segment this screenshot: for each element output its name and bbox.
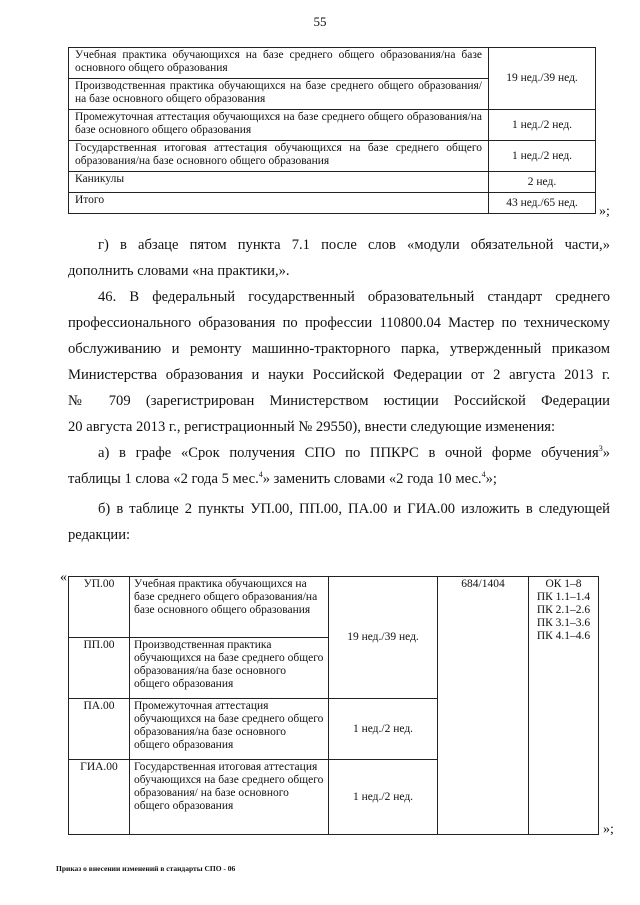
text-line: Министерства образования и науки Российской Федерации от 2 августа 2013 г.: [68, 367, 610, 383]
table-cell-description: Учебная практика обучающихся на базе среднего общего образования/на базе основного общего образования: [69, 48, 489, 79]
table-row: [69, 141, 596, 172]
bottom-table: [68, 576, 599, 835]
table-row: [69, 577, 599, 638]
table-cell-duration: 43 нед./65 нед.: [489, 193, 596, 214]
paragraph-b: [68, 496, 610, 548]
table-row: [69, 110, 596, 141]
table-cell-description: Производственная практика обучающихся на базе среднего общего образования/на базе основного общего образования: [130, 638, 329, 699]
paragraph-46: [68, 284, 610, 440]
text-fragment: таблицы 1 слова «2 года 5 мес.: [68, 471, 259, 487]
text-line: [68, 440, 610, 466]
footnote-ref: 4: [258, 470, 263, 480]
paragraph-g: [68, 232, 610, 284]
closing-quote: »;: [603, 822, 614, 837]
text-fragment: » заменить словами «2 года 10 мес.: [262, 471, 482, 487]
page-number: 55: [313, 14, 327, 29]
paragraph-a: [68, 440, 610, 492]
table-cell-code: ГИА.00: [69, 760, 130, 835]
competence-item: ПК 1.1–1.4: [536, 591, 591, 603]
footer-text: Приказ о внесении изменений в стандарты СПО - 06: [56, 864, 236, 873]
table-cell-description: Производственная практика обучающихся на базе среднего общего образования/на базе основного общего образования: [69, 79, 489, 110]
table-row: [69, 48, 596, 79]
text-fragment: а) в графе «Срок получения СПО по ППКРС в очной форме обучения: [98, 445, 599, 461]
table-cell-duration: 2 нед.: [489, 172, 596, 193]
competence-item: ОК 1–8: [545, 578, 582, 590]
table-row: [69, 172, 596, 193]
table-cell-description: Промежуточная аттестация обучающихся на базе среднего общего образования/на базе основного общего образования: [69, 110, 489, 141]
text-line: профессионального образования по профессии 110800.04 Мастер по техническому: [68, 315, 610, 331]
opening-quote: «: [60, 570, 67, 585]
closing-quote: »;: [599, 204, 610, 219]
table-cell-description: Итого: [69, 193, 489, 214]
table-cell-code: УП.00: [69, 577, 130, 638]
competence-item: ПК 4.1–4.6: [536, 630, 591, 642]
competence-item: ПК 3.1–3.6: [536, 617, 591, 629]
table-cell-code: ПП.00: [69, 638, 130, 699]
text-line: 20 августа 2013 г., регистрационный № 29550), внести следующие изменения:: [68, 419, 556, 435]
text-line: № 709 (зарегистрирован Министерством юстиции Российской Федерации: [68, 393, 610, 409]
table-cell-description: Промежуточная аттестация обучающихся на базе среднего общего образования/на базе основного общего образования: [130, 699, 329, 760]
text-line: б) в таблице 2 пункты УП.00, ПП.00, ПА.00 и ГИА.00 изложить в следующей: [98, 501, 610, 517]
table-cell-description: Каникулы: [69, 172, 489, 193]
text-line: дополнить словами «на практики,».: [68, 263, 290, 279]
table-cell-duration: 1 нед./2 нед.: [489, 141, 596, 172]
top-table: [68, 47, 596, 214]
table-cell-description: Государственная итоговая аттестация обучающихся на базе среднего общего образования/на базе основного общего образования: [69, 141, 489, 172]
table-cell-hours: 684/1404: [438, 577, 529, 835]
table-cell-duration: 1 нед./2 нед.: [489, 110, 596, 141]
text-line: [68, 466, 610, 492]
text-fragment: »;: [485, 471, 497, 487]
table-cell-code: ПА.00: [69, 699, 130, 760]
text-fragment: »: [602, 445, 610, 461]
text-line: г) в абзаце пятом пункта 7.1 после слов «модули обязательной части,»: [98, 237, 610, 253]
text-line: редакции:: [68, 527, 131, 543]
footnote-ref: 3: [598, 444, 603, 454]
table-row: [69, 193, 596, 214]
footnote-ref: 4: [481, 470, 486, 480]
table-cell-duration: 19 нед./39 нед.: [329, 577, 438, 699]
text-line: обслуживанию и ремонту машинно-тракторного парка, утвержденный приказом: [68, 341, 610, 357]
competence-item: ПК 2.1–2.6: [536, 604, 591, 616]
table-cell-competences: [529, 577, 599, 835]
table-cell-duration: 1 нед./2 нед.: [329, 699, 438, 760]
table-cell-duration: 19 нед./39 нед.: [489, 48, 596, 110]
table-cell-description: Государственная итоговая аттестация обучающихся на базе среднего общего образования/ на базе основного общего образования: [130, 760, 329, 835]
text-line: 46. В федеральный государственный образовательный стандарт среднего: [98, 289, 610, 305]
table-cell-duration: 1 нед./2 нед.: [329, 760, 438, 835]
table-cell-description: Учебная практика обучающихся на базе среднего общего образования/на базе основного общего образования: [130, 577, 329, 638]
